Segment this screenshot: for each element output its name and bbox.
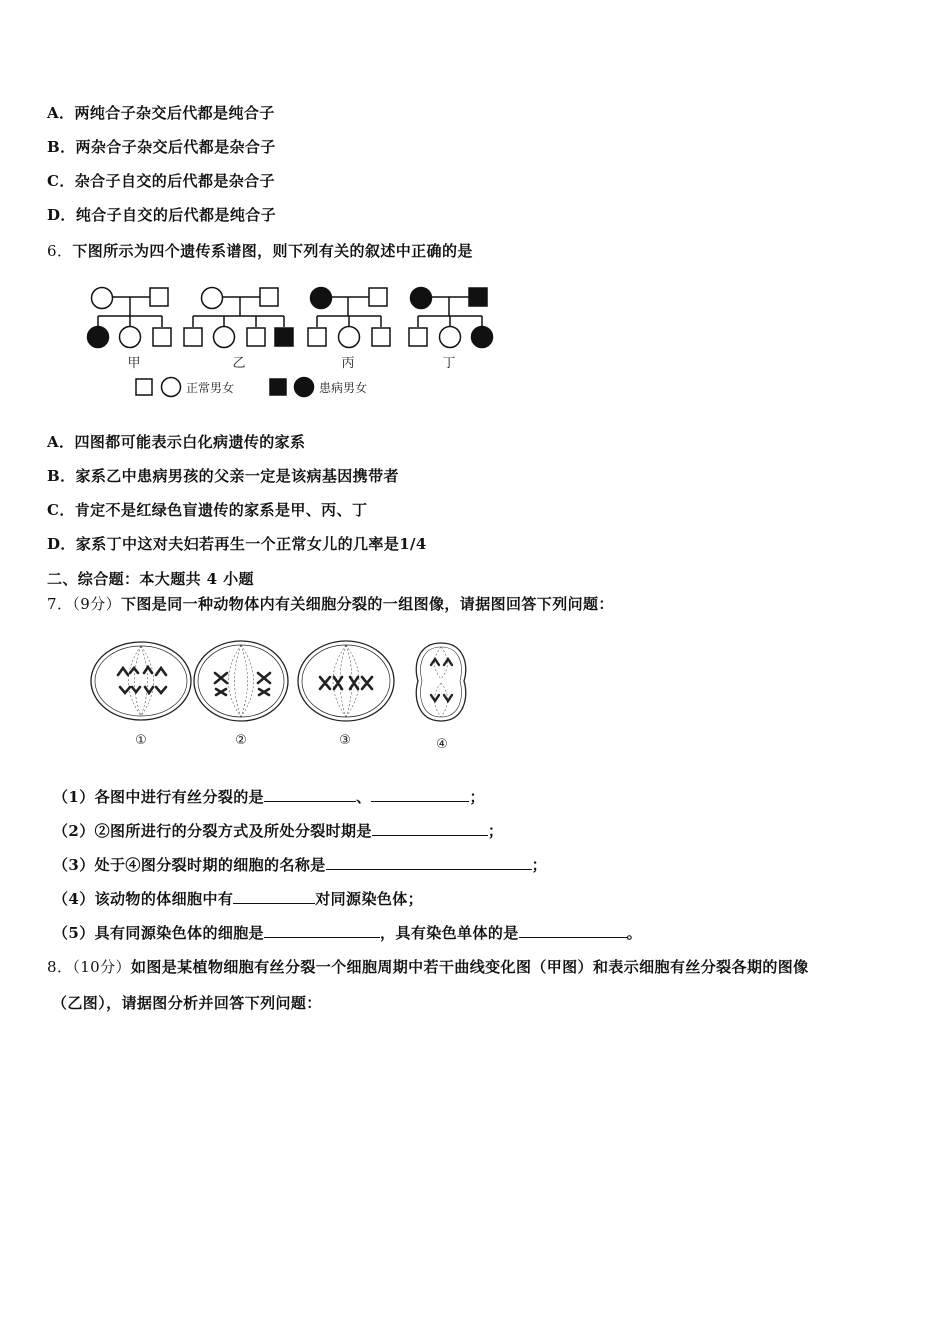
blank-2[interactable] bbox=[372, 821, 488, 836]
legend-normal: 正常男女 bbox=[186, 381, 235, 395]
pedigree-jia bbox=[88, 288, 172, 348]
q6-option-a: A．四图都可能表示白化病遗传的家系 bbox=[47, 433, 306, 451]
q7-sub4: （4）该动物的体细胞中有 对同源染色体； bbox=[53, 890, 424, 908]
blank-1a[interactable] bbox=[264, 787, 356, 802]
q7-sub1: （1）各图中进行有丝分裂的是 、 ； bbox=[53, 788, 485, 806]
blank-3[interactable] bbox=[326, 855, 532, 870]
blank-5a[interactable] bbox=[264, 923, 380, 938]
q7-stem: 7．（9分）下图是同一种动物体内有关细胞分裂的一组图像，请据图回答下列问题： bbox=[47, 595, 614, 613]
q8-stem: 8．（10分）如图是某植物细胞有丝分裂一个细胞周期中若干曲线变化图（甲图）和表示细胞有丝分裂各期的图像 bbox=[47, 958, 809, 976]
q8-stem-cont: （乙图），请据图分析并回答下列问题： bbox=[52, 994, 322, 1012]
legend-affected: 患病男女 bbox=[319, 381, 368, 395]
cell-1 bbox=[91, 642, 191, 720]
q6-option-d: D．家系丁中这对夫妇若再生一个正常女儿的几率是1/4 bbox=[47, 535, 427, 553]
cell-division-figure bbox=[88, 635, 493, 755]
q5-option-d: D．纯合子自交的后代都是纯合子 bbox=[47, 206, 277, 224]
cell-3 bbox=[298, 641, 394, 721]
cell-label-4: ④ bbox=[436, 737, 448, 752]
pedigree-yi bbox=[184, 288, 293, 348]
cell-label-2: ② bbox=[235, 733, 247, 748]
q5-option-c: C．杂合子自交的后代都是杂合子 bbox=[47, 172, 275, 190]
blank-1b[interactable] bbox=[371, 787, 469, 802]
blank-5b[interactable] bbox=[519, 923, 627, 938]
q6-option-b: B．家系乙中患病男孩的父亲一定是该病基因携带者 bbox=[47, 467, 399, 485]
pedigree-label-yi: 乙 bbox=[232, 356, 246, 371]
section2-heading: 二、综合题：本大题共 4 小题 bbox=[47, 570, 254, 588]
q7-sub3: （3）处于④图分裂时期的细胞的名称是 ； bbox=[53, 856, 548, 874]
cell-label-3: ③ bbox=[339, 733, 351, 748]
blank-4[interactable] bbox=[233, 889, 315, 904]
q7-sub5: （5）具有同源染色体的细胞是 ，具有染色单体的是 。 bbox=[53, 924, 643, 942]
pedigree-label-ding: 丁 bbox=[442, 356, 456, 371]
q6-option-c: C．肯定不是红绿色盲遗传的家系是甲、丙、丁 bbox=[47, 501, 368, 519]
pedigree-label-bing: 丙 bbox=[341, 356, 355, 371]
q5-option-b: B．两杂合子杂交后代都是杂合子 bbox=[47, 138, 276, 156]
q6-stem: 6．下图所示为四个遗传系谱图，则下列有关的叙述中正确的是 bbox=[47, 242, 473, 260]
pedigree-bing bbox=[308, 288, 390, 348]
pedigree-ding bbox=[409, 288, 493, 348]
pedigree-figure bbox=[80, 280, 500, 405]
q7-sub2: （2）②图所进行的分裂方式及所处分裂时期是 ； bbox=[53, 822, 504, 840]
q5-option-a: A．两纯合子杂交后代都是纯合子 bbox=[47, 104, 275, 122]
cell-4 bbox=[416, 643, 466, 721]
cell-label-1: ① bbox=[135, 733, 147, 748]
cell-2 bbox=[194, 641, 288, 721]
pedigree-label-jia: 甲 bbox=[127, 356, 141, 371]
